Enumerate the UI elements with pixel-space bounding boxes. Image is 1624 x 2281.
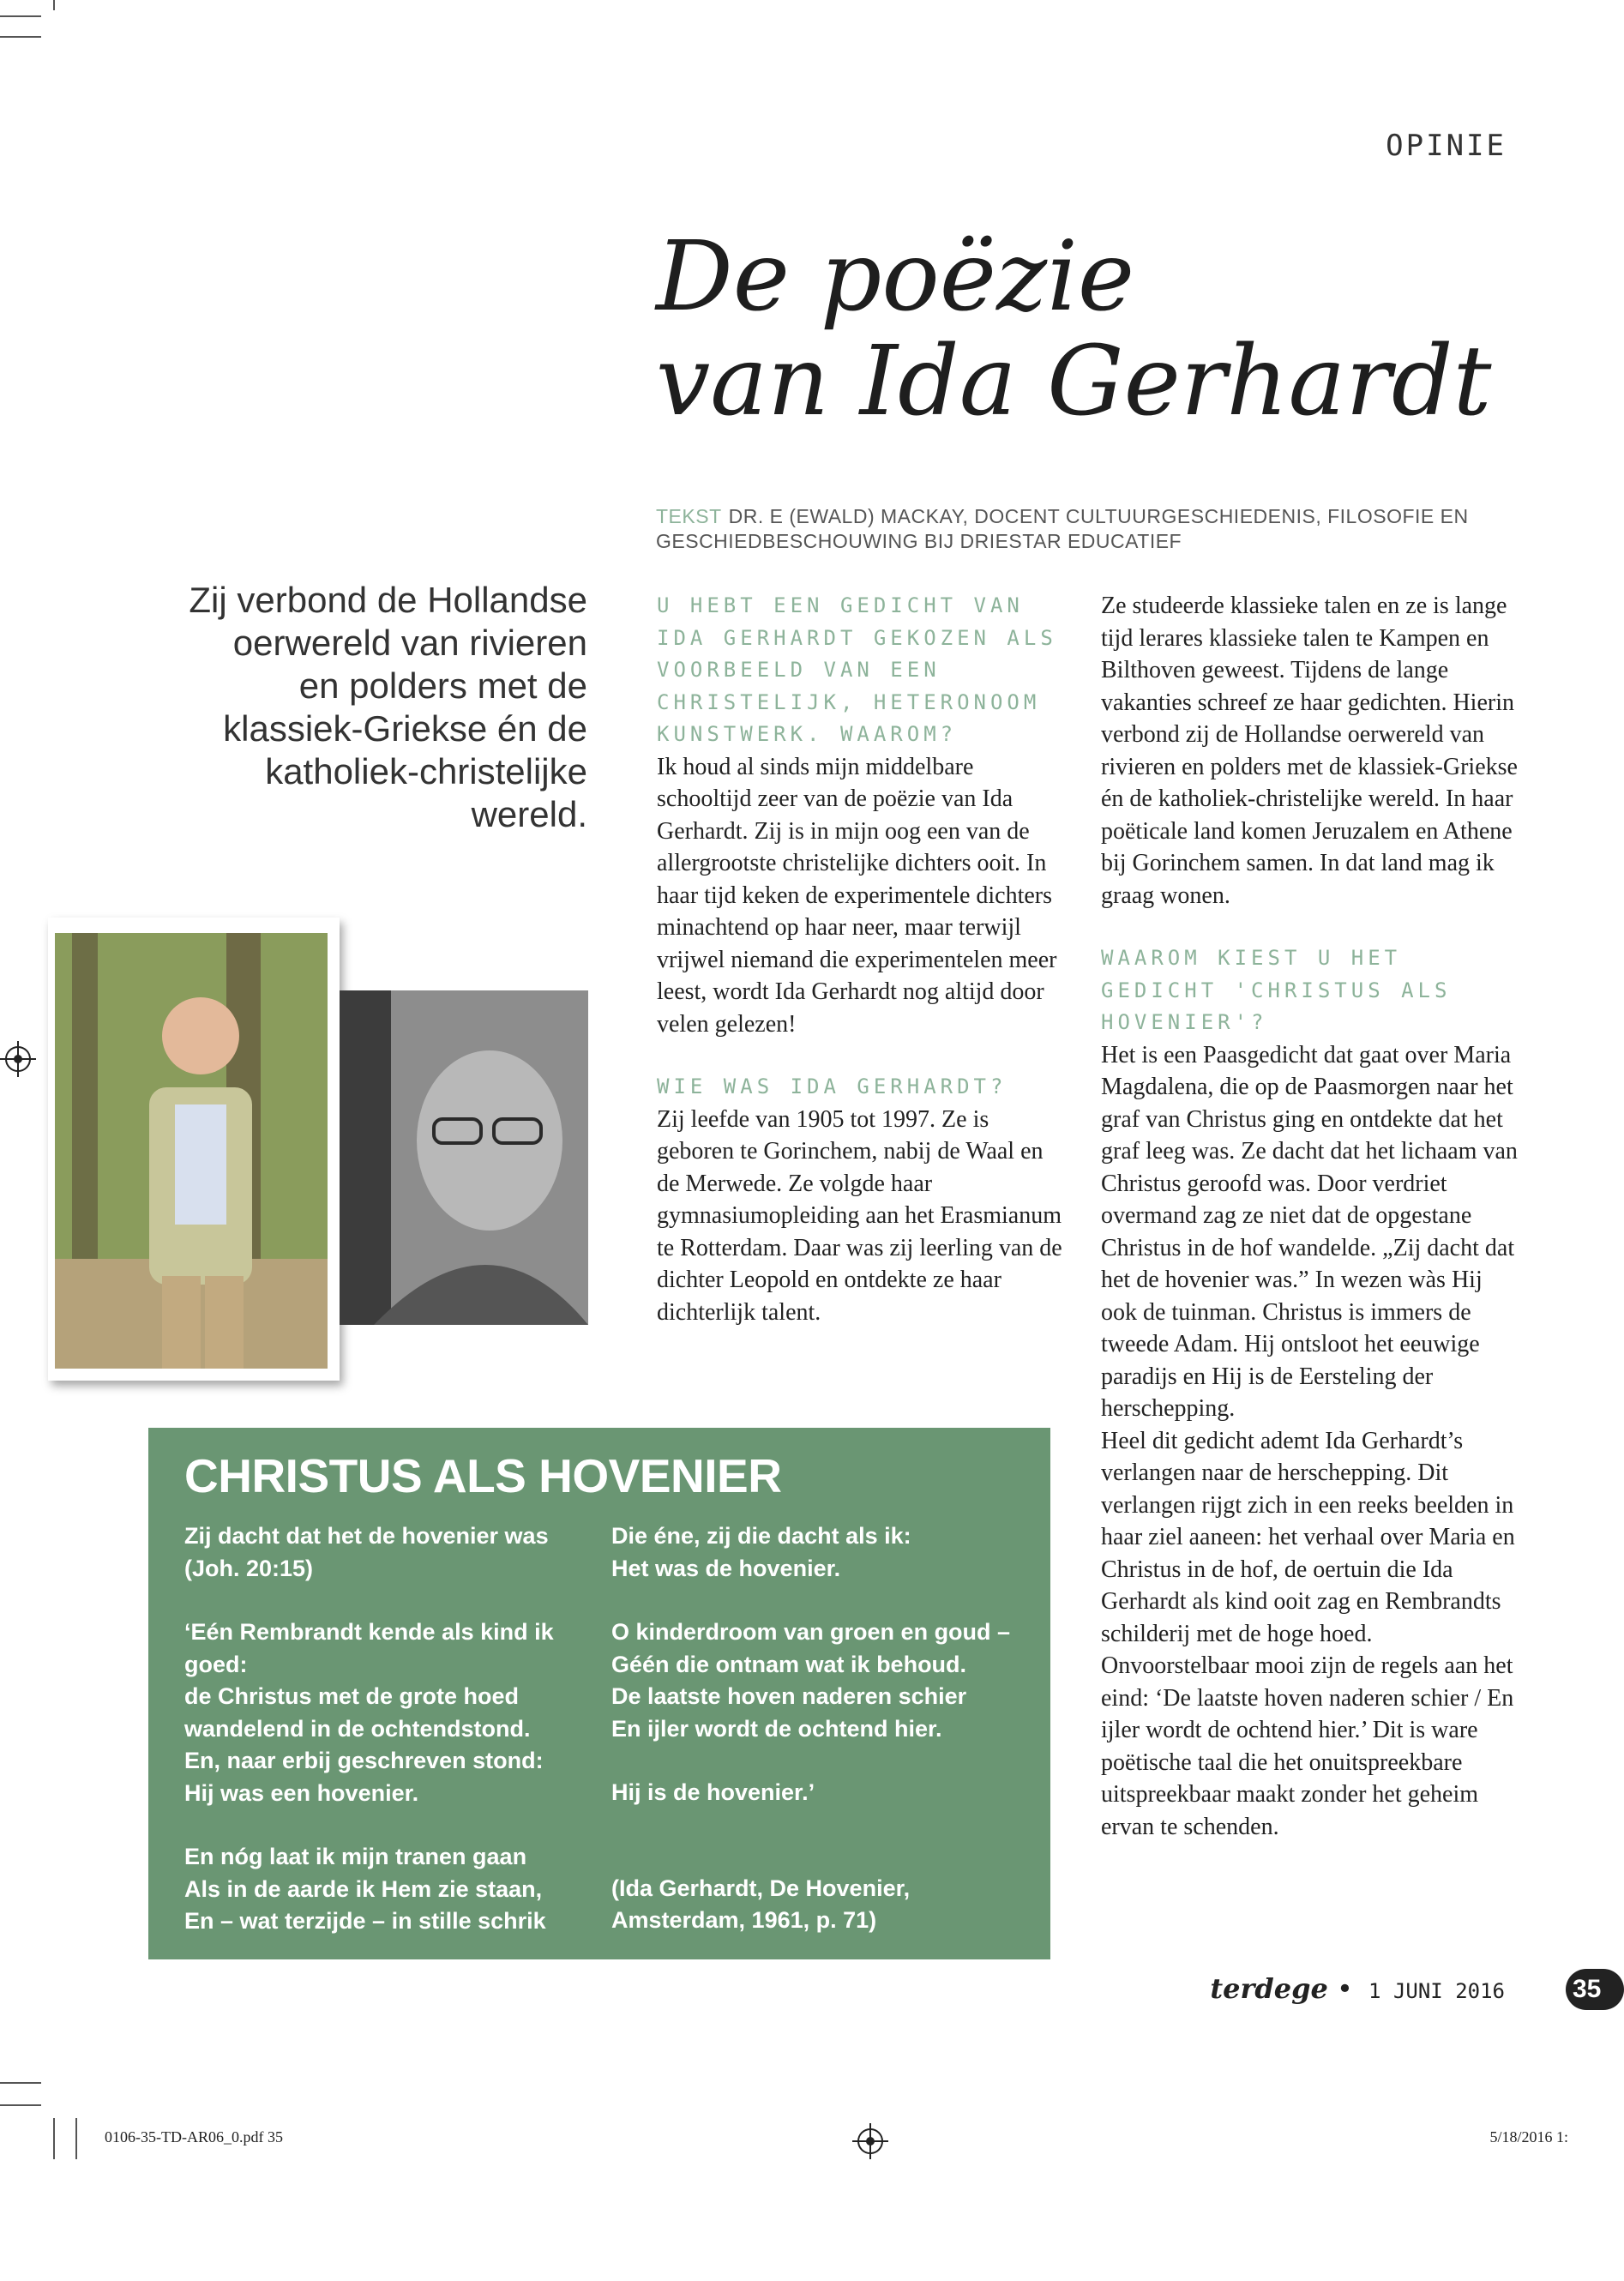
poem-line: O kinderdroom van groen en goud – (611, 1619, 1011, 1645)
poem-line: Het was de hovenier. (611, 1555, 841, 1581)
poem-line: De laatste hoven naderen schier (611, 1683, 967, 1709)
interview-question: WAAROM KIEST U HET GEDICHT 'CHRISTUS ALS HOVENIER'? (1101, 946, 1452, 1034)
crop-mark (0, 36, 41, 38)
author-photo-illustration (55, 933, 328, 1369)
poem-source (611, 1873, 1032, 1937)
poem-stanza (184, 1520, 579, 1585)
poem-line: (Ida Gerhardt, De Hovenier, (611, 1875, 911, 1901)
answer-paragraph: Onvoorstelbaar mooi zijn de regels aan het eind: ‘De laatste hoven naderen schier / En ijler wordt de ochtend hier.’ Dit is ware poëtische taal die het onuitspreekbare uitspreekbaar maakt zonder het geheim ervan te schenden. (1101, 1652, 1514, 1840)
crop-mark (0, 2104, 41, 2106)
crop-mark (53, 2118, 55, 2159)
footer-brand (1210, 1972, 1505, 2005)
interview-question: U HEBT EEN GEDICHT VAN IDA GERHARDT GEKOZEN ALS VOORBEELD VAN EEN CHRISTELIJK, HETERONOOM KUNSTWERK. WAAROM? (657, 593, 1057, 746)
poem-column-1 (184, 1520, 579, 1970)
registration-mark-icon (5, 1046, 31, 1072)
poem-line: ‘Eén Rembrandt kende als kind ik goed: (184, 1619, 554, 1677)
byline (656, 504, 1513, 554)
poem-stanza (611, 1777, 1032, 1809)
poem-stanza (611, 1616, 1032, 1745)
poem-line: Zij dacht dat het de hovenier was (184, 1523, 549, 1549)
poem-line: En nóg laat ik mijn tranen gaan (184, 1844, 527, 1869)
poem-line: de Christus met de grote hoed (184, 1683, 520, 1709)
poem-box (148, 1428, 1050, 1959)
author-photo-portrait (340, 990, 588, 1325)
byline-tag: TEKST (656, 505, 722, 527)
title-line-2: van Ida Gerhardt (656, 326, 1492, 437)
print-slug-date: 5/18/2016 1: (1489, 2128, 1568, 2146)
issue-date: 1 JUNI 2016 (1368, 1979, 1505, 2003)
answer-paragraph: Ze studeerde klassieke talen en ze is lange tijd lerares klassieke talen te Kampen en Bilthoven geweest. Tijdens de lange vakanties schreef ze haar gedichten. Hierin verbond zij de Hollandse oerwereld van rivieren en polders met de klassiek-Griekse én de katholiek-christelijke wereld. In haar poëticale land komen Jeruzalem en Athene bij Gorinchem samen. In dat land mag ik graag wonen. (1101, 593, 1518, 909)
crop-mark (0, 15, 41, 17)
poem-line: Als in de aarde ik Hem zie staan, (184, 1875, 543, 1902)
byline-author: DR. E (EWALD) MACKAY, DOCENT CULTUURGESCHIEDENIS, FILOSOFIE EN GESCHIEDBESCHOUWING BIJ DRIESTAR EDUCATIEF (656, 505, 1469, 552)
title-line-1: De poëzie (656, 221, 1135, 333)
article-title (656, 221, 1513, 437)
crop-mark (0, 2082, 41, 2084)
poem-line: (Joh. 20:15) (184, 1555, 314, 1581)
poem-stanza (184, 1841, 579, 1938)
poem-line: Hij was een hovenier. (184, 1779, 419, 1806)
poem-line: wandelend in de ochtendstond. (184, 1715, 531, 1742)
article-column-1 (657, 590, 1068, 1359)
crop-mark (75, 2118, 77, 2159)
poem-stanza (184, 1616, 579, 1809)
poem-line: Amsterdam, 1961, p. 71) (611, 1907, 877, 1933)
portrait-illustration (340, 990, 588, 1325)
poem-column-2 (611, 1520, 1032, 1969)
poem-title: CHRISTUS ALS HOVENIER (184, 1449, 782, 1502)
registration-mark-icon (857, 2128, 883, 2154)
poem-line: En ijler wordt de ochtend hier. (611, 1715, 942, 1742)
answer-paragraph: Ik houd al sinds mijn middelbare schooltijd zeer van de poëzie van Ida Gerhardt. Zij is in mijn oog een van de allergrootste christelijke dichters ooit. In haar tijd keken de experimentele dichters minachtend op haar neer, maar terwijl vrijwel niemand die experimentelen meer leest, wordt Ida Gerhardt nog altijd door velen gelezen! (657, 753, 1057, 1038)
article-column-2 (1101, 590, 1521, 1843)
print-slug-file: 0106-35-TD-AR06_0.pdf 35 (105, 2128, 283, 2146)
poem-line: En, naar erbij geschreven stond: (184, 1748, 544, 1773)
footer-separator: • (1337, 1972, 1353, 2005)
page-number: 35 (1566, 1969, 1624, 2010)
poem-line: En – wat terzijde – in stille schrik (184, 1908, 546, 1934)
answer-paragraph: Zij leefde van 1905 tot 1997. Ze is geboren te Gorinchem, nabij de Waal en de Merwede. Ze volgde haar gymnasiumopleiding aan het Erasmianum te Rotterdam. Daar was zij leerling van de dichter Leopold en ontdekte ze haar dichterlijk talent. (657, 1105, 1062, 1326)
poem-stanza (611, 1520, 1032, 1585)
magazine-logo: terdege (1210, 1972, 1328, 2005)
crop-mark (53, 0, 55, 10)
section-label: OPINIE (1386, 129, 1507, 163)
poem-line: Hij is de hovenier.’ (611, 1779, 815, 1805)
poem-line: Die éne, zij die dacht als ik: (611, 1523, 911, 1549)
answer-paragraph: Heel dit gedicht ademt Ida Gerhardt’s verlangen naar de herschepping. Dit verlangen rijgt zich in een reeks beelden in haar ziel aaneen: het verhaal over Maria en Christus in de hof, de oertuin die Ida Gerhardt als kind ooit zag en Rembrandts schilderij met de hoge hoed. (1101, 1427, 1515, 1647)
poem-line: Géén die ontnam wat ik behoud. (611, 1651, 967, 1677)
author-photo-color (55, 933, 328, 1369)
answer-paragraph: Het is een Paasgedicht dat gaat over Maria Magdalena, die op de Paasmorgen naar het graf van Christus ging en ontdekte dat het graf leeg was. Ze dacht dat het lichaam van Christus geroofd was. Door verdriet overmand zag ze niet dat de opgestane Christus in de hof wandelde. „Zij dacht dat het de hovenier was.” In wezen wàs Hij ook de tuinman. Christus is immers de tweede Adam. Hij ontsloot het eeuwige paradijs en Hij is de Eersteling der herschepping. (1101, 1041, 1518, 1422)
interview-question: WIE WAS IDA GERHARDT? (657, 1074, 1007, 1098)
pull-quote: Zij verbond de Hollandse oerwereld van rivieren en polders met de klassiek-Griekse én de katholiek-christelijke wereld. (189, 580, 587, 834)
